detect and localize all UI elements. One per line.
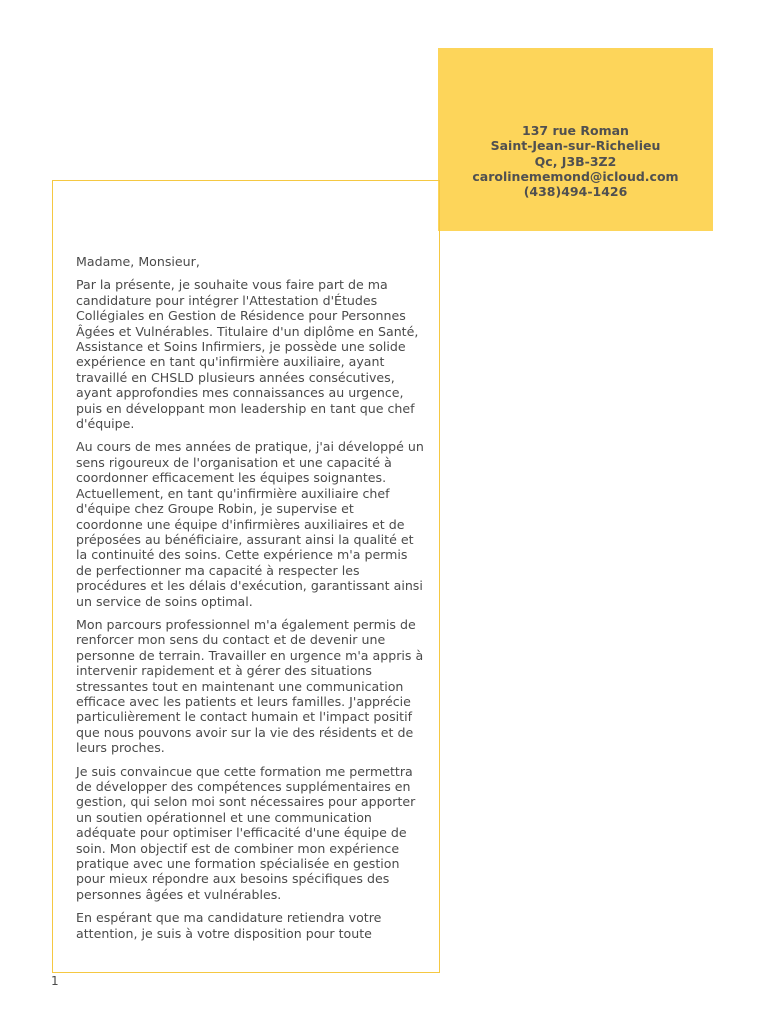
contact-phone: (438)494-1426: [523, 184, 628, 200]
contact-province-postal: Qc, J3B-3Z2: [534, 153, 617, 169]
paragraph-motivation: Je suis convaincue que cette formation me permettra de développer des compétences supplémentaires en gestion, qui selon moi sont nécessaires pour apporter un soutien opérationnel et une communication adéquate pour optimiser l'efficacité d'une équipe de soin. Mon objectif est de combiner mon expérience pratique avec une formation spécialisée en gestion pour mieux répondre aux besoins spécifiques des personnes âgées et vulnérables.: [76, 763, 416, 902]
contact-email: carolinememond@icloud.com: [472, 168, 679, 184]
page-number: 1: [51, 974, 59, 988]
contact-address: 137 rue Roman: [522, 123, 629, 138]
paragraph-experience: Au cours de mes années de pratique, j'ai développé un sens rigoureux de l'organisation et une capacité à coordonner efficacement les équipes soignantes. Actuellement, en tant qu'infirmière auxiliaire chef d'équipe chez Groupe Robin, je supervise et coordonne une équipe d'infirmières auxiliaires et de préposées au bénéficiaire, assurant ainsi la qualité et la continuité des soins. Cette expérience m'a permis de perfectionner ma capacité à respecter les procédures et les délais d'exécution, garantissant ainsi un service de soins optimal.: [76, 439, 424, 609]
contact-city: Saint-Jean-sur-Richelieu: [490, 138, 661, 154]
letter-body: [76, 254, 424, 949]
contact-block: [438, 48, 713, 231]
paragraph-intro: Par la présente, je souhaite vous faire part de ma candidature pour intégrer l'Attestation d'Études Collégiales en Gestion de Résidence pour Personnes Âgées et Vulnérables. Titulaire d'un diplôme en Santé, Assistance et Soins Infirmiers, je possède une solide expérience en tant qu'infirmière auxiliaire, ayant travaillé en CHSLD plusieurs années consécutives, ayant approfondies mes connaissances au urgence, puis en développant mon leadership en tant que chef d'équipe.: [76, 277, 419, 432]
paragraph-closing: En espérant que ma candidature retiendra votre attention, je suis à votre disposition pour toute: [76, 910, 382, 941]
salutation: Madame, Monsieur,: [76, 254, 200, 269]
paragraph-background: Mon parcours professionnel m'a également permis de renforcer mon sens du contact et de devenir une personne de terrain. Travailler en urgence m'a appris à intervenir rapidement et à gérer des situations stressantes tout en maintenant une communication efficace avec les patients et leurs familles. J'apprécie particulièrement le contact humain et l'impact positif que nous pouvons avoir sur la vie des résidents et de leurs proches.: [76, 616, 424, 756]
